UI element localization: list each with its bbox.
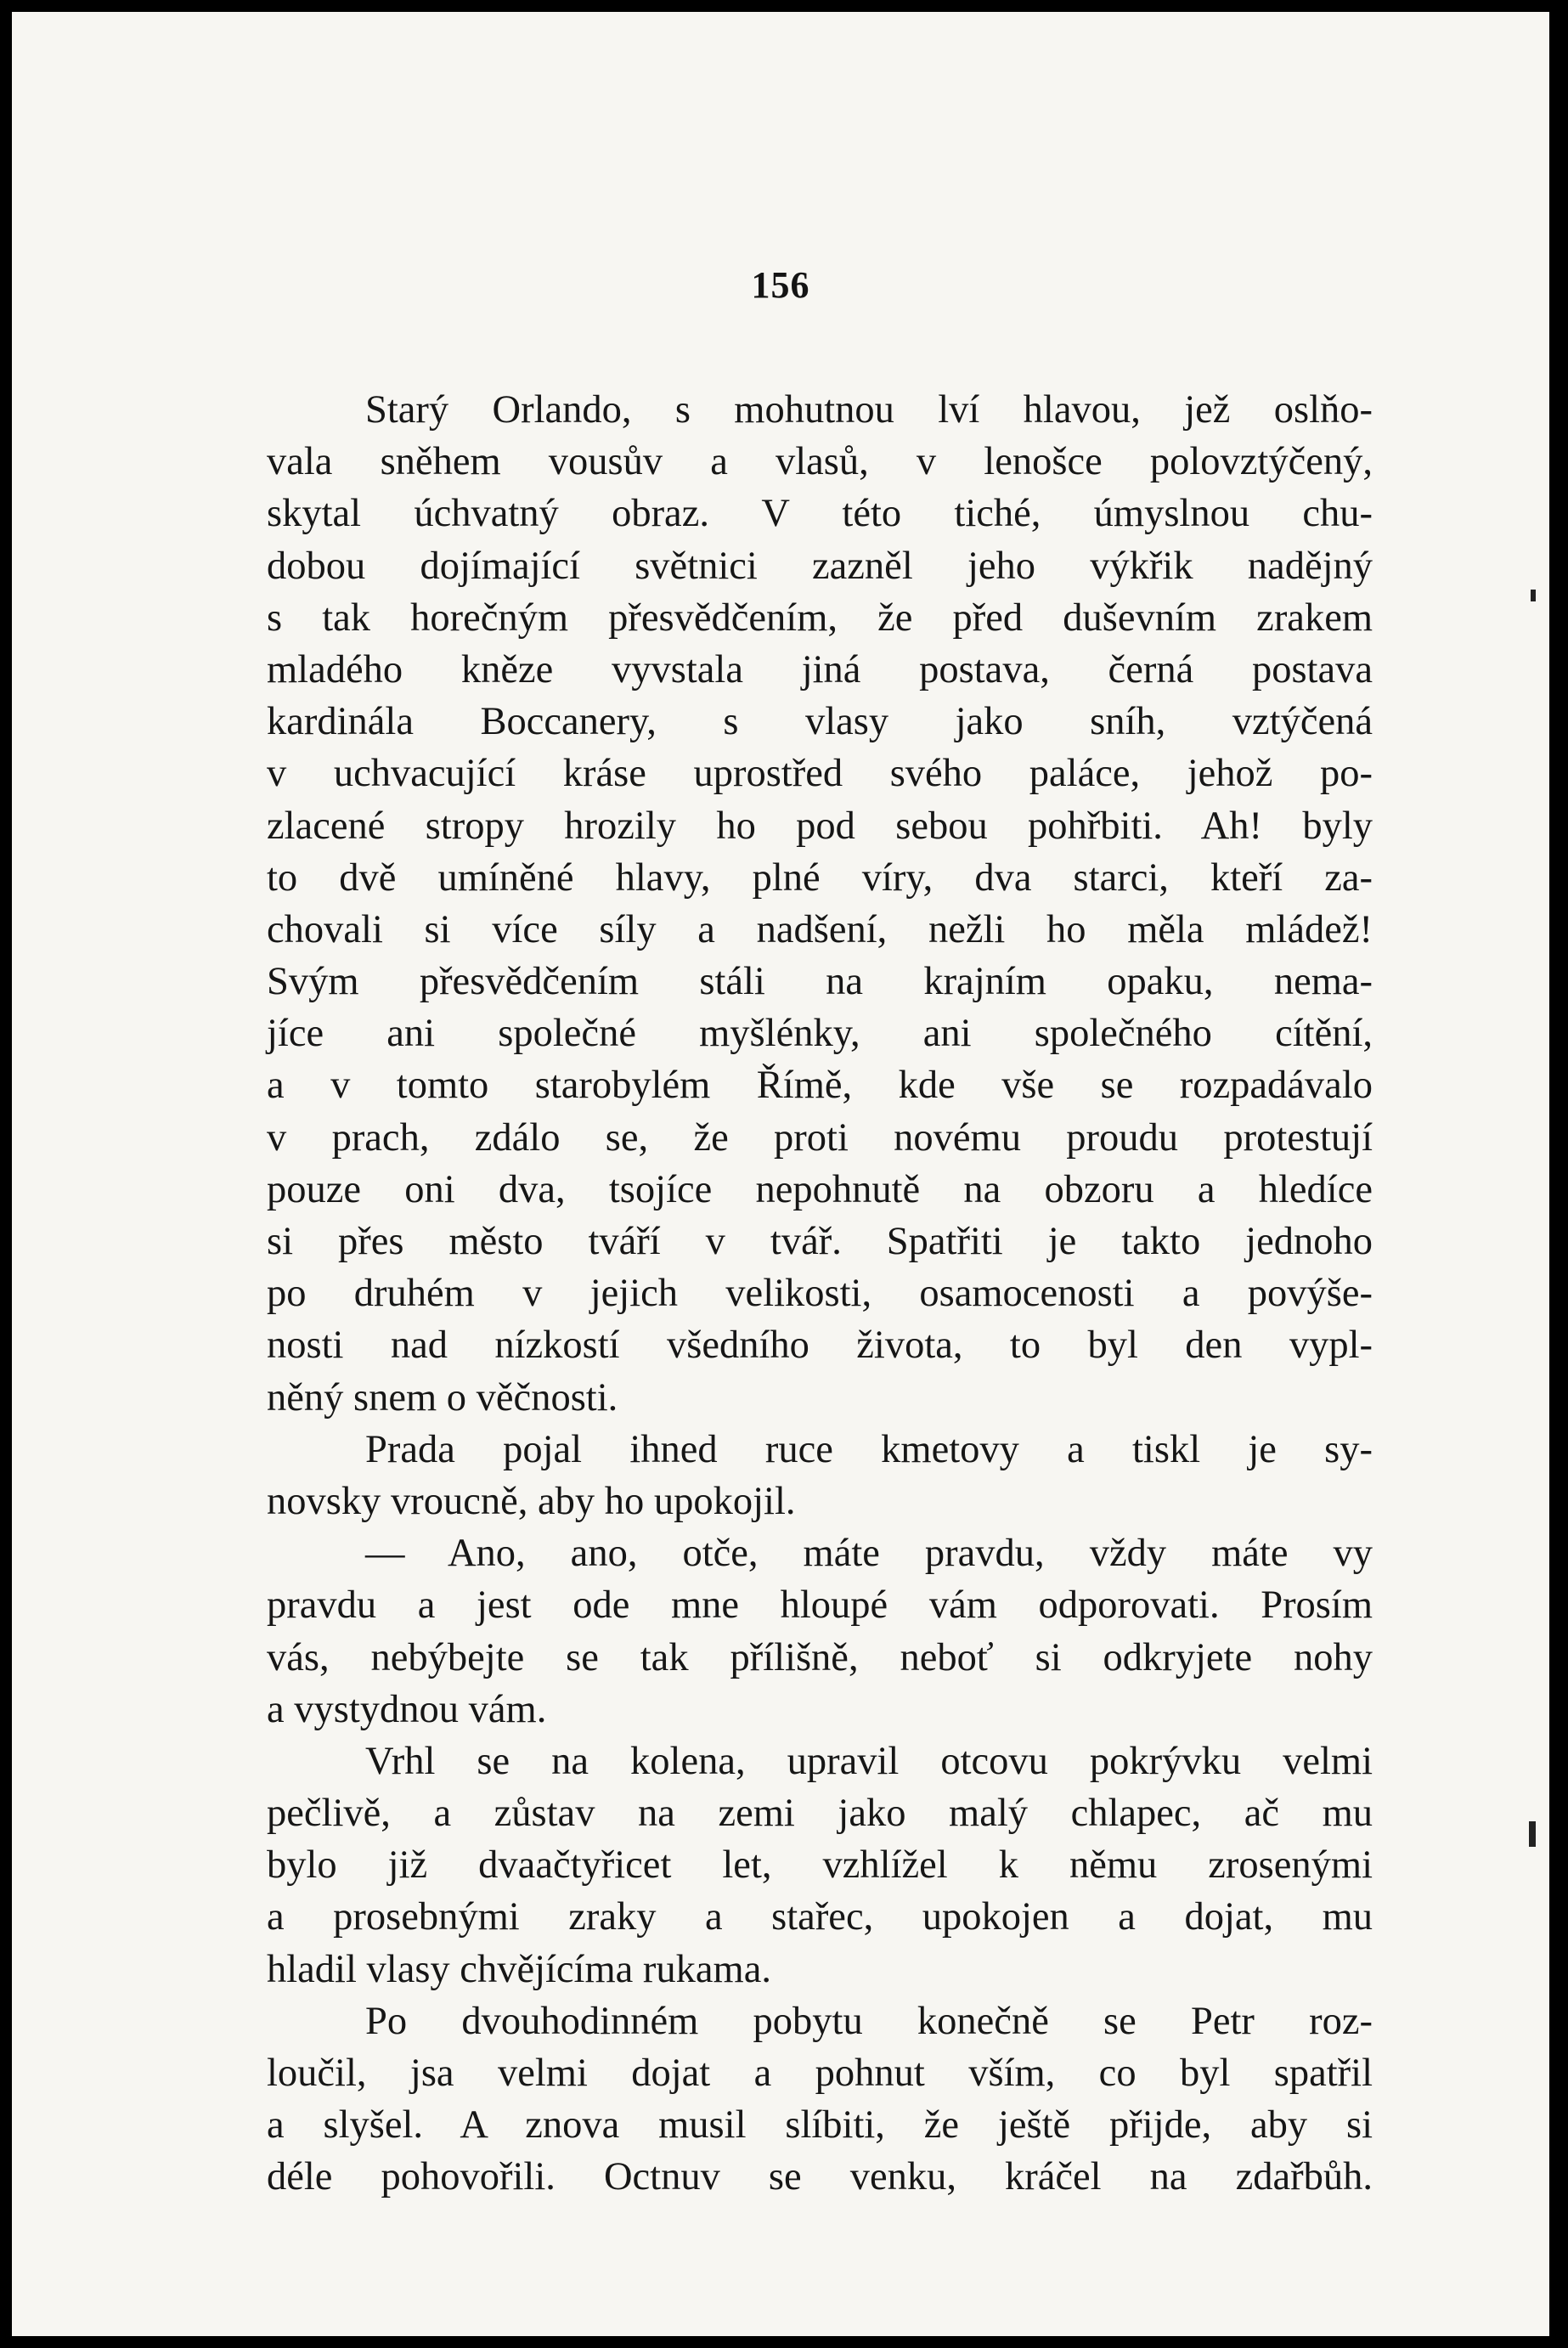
text-line: vás, nebýbejte se tak přílišně, neboť si odkryjete nohy: [267, 1635, 1373, 1679]
text-line: vala sněhem vousův a vlasů, v lenošce polovztýčený,: [267, 440, 1373, 484]
text-line: a prosebnými zraky a stařec, upokojen a dojat, mu: [267, 1895, 1373, 1939]
text-line: Po dvouhodinném pobytu konečně se Petr roz-: [365, 1999, 1373, 2043]
text-line: a slyšel. A znova musil slíbiti, že ještě přijde, aby si: [267, 2103, 1373, 2148]
page-number: 156: [751, 264, 810, 306]
text-line: dobou dojímající světnici zazněl jeho výkřik nadějný: [267, 544, 1373, 588]
text-line: a v tomto starobylém Římě, kde vše se rozpadávalo: [267, 1064, 1373, 1108]
text-line: novsky vroucně, aby ho upokojil.: [267, 1479, 796, 1523]
text-line: kardinála Boccanery, s vlasy jako sníh, vztýčená: [267, 700, 1373, 744]
text-line: a vystydnou vám.: [267, 1687, 547, 1731]
text-line: zlacené stropy hrozily ho pod sebou pohřbiti. Ah! byly: [267, 804, 1373, 848]
text-line: nosti nad nízkostí všedního života, to byl den vypl-: [267, 1324, 1373, 1368]
text-line: hladil vlasy chvějícíma rukama.: [267, 1947, 771, 1991]
text-line: Svým přesvědčením stáli na krajním opaku, nema-: [267, 960, 1373, 1004]
text-line: Starý Orlando, s mohutnou lví hlavou, jež oslňo-: [365, 388, 1373, 432]
text-line: déle pohovořili. Octnuv se venku, kráčel na zdařbůh.: [267, 2155, 1373, 2199]
text-body: [267, 384, 1373, 2204]
text-line: bylo již dvaačtyřicet let, vzhlížel k němu zrosenými: [267, 1843, 1373, 1888]
text-line: s tak horečným přesvědčením, že před duševním zrakem: [267, 595, 1373, 640]
text-line: Prada pojal ihned ruce kmetovy a tiskl je sy-: [365, 1427, 1373, 1471]
text-line: pravdu a jest ode mne hloupé vám odporovati. Prosím: [267, 1583, 1373, 1628]
margin-mark: [1529, 1821, 1536, 1847]
book-page: [12, 12, 1549, 2336]
text-line: jíce ani společné myšlénky, ani společného cítění,: [267, 1012, 1373, 1056]
text-line: to dvě umíněné hlavy, plné víry, dva starci, kteří za-: [267, 855, 1373, 900]
text-line: něný snem o věčnosti.: [267, 1375, 618, 1420]
text-line: mladého kněze vyvstala jiná postava, černá postava: [267, 647, 1373, 691]
text-line: v prach, zdálo se, že proti novému proudu protestují: [267, 1115, 1373, 1160]
text-line: si přes město tváří v tvář. Spatřiti je takto jednoho: [267, 1220, 1373, 1263]
text-line: pouze oni dva, tsojíce nepohnutě na obzoru a hledíce: [267, 1167, 1373, 1211]
text-line: Vrhl se na kolena, upravil otcovu pokrývku velmi: [365, 1739, 1373, 1783]
text-line: po druhém v jejich velikosti, osamocenosti a povýše-: [267, 1272, 1373, 1316]
text-line: — Ano, ano, otče, máte pravdu, vždy máte vy: [365, 1532, 1373, 1576]
text-line: skytal úchvatný obraz. V této tiché, úmyslnou chu-: [267, 492, 1373, 536]
text-line: chovali si více síly a nadšení, nežli ho měla mládež!: [267, 907, 1373, 951]
text-line: v uchvacující kráse uprostřed svého paláce, jehož po-: [267, 752, 1373, 796]
margin-mark: [1531, 590, 1536, 601]
text-line: loučil, jsa velmi dojat a pohnut vším, co byl spatřil: [267, 2052, 1373, 2095]
text-line: pečlivě, a zůstav na zemi jako malý chlapec, ač mu: [267, 1792, 1373, 1836]
